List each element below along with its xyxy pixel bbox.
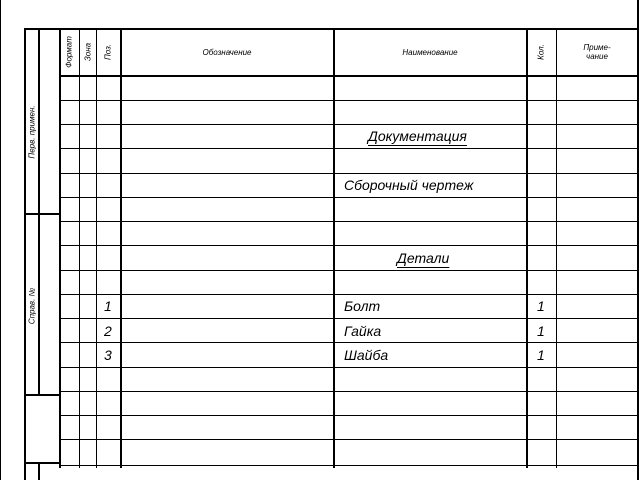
header-poz: Поз. xyxy=(103,43,113,61)
row-line xyxy=(59,367,638,368)
left-margin-line xyxy=(0,0,1,480)
item-qty: 1 xyxy=(537,323,545,339)
item-name: Шайба xyxy=(344,347,389,363)
col-line-primechanie xyxy=(556,28,557,468)
col-line-kol xyxy=(526,28,528,468)
header-bottom-line xyxy=(59,75,638,77)
col-line-format xyxy=(59,28,61,468)
side-label-sprav-no: Справ. № xyxy=(27,287,37,325)
header-kol: Кол. xyxy=(536,44,546,60)
item-name: Болт xyxy=(344,298,381,314)
item-qty: 1 xyxy=(537,298,545,314)
row-line xyxy=(59,148,638,149)
frame-top-border xyxy=(24,28,639,30)
row-line xyxy=(59,318,638,319)
side-label-perv-primen: Перв. примен. xyxy=(27,105,37,159)
item-name: Гайка xyxy=(344,323,382,339)
row-line xyxy=(59,173,638,174)
row-line xyxy=(59,415,638,416)
header-format: Формат xyxy=(64,36,74,68)
row-line xyxy=(59,391,638,392)
header-naimenovanie: Наименование xyxy=(402,48,458,57)
row-line xyxy=(59,124,638,125)
item-pos: 2 xyxy=(104,323,112,339)
row-line xyxy=(59,270,638,271)
bottom-block-line xyxy=(24,462,60,464)
col-line-naimenovanie xyxy=(333,28,335,468)
row-line xyxy=(59,245,638,246)
side-strip-separator-2 xyxy=(24,394,60,396)
row-line xyxy=(59,294,638,295)
row-line xyxy=(59,197,638,198)
side-strip-divider xyxy=(38,28,40,394)
header-oboznachenie: Обозначение xyxy=(202,48,252,57)
row-line xyxy=(59,342,638,343)
header-primechanie: Приме- чание xyxy=(583,43,611,61)
item-pos: 1 xyxy=(104,298,112,314)
frame-left-border xyxy=(24,28,26,480)
row-line xyxy=(59,221,638,222)
col-line-zona xyxy=(79,28,80,468)
frame-right-border xyxy=(637,0,639,480)
row-line xyxy=(59,100,638,101)
col-line-poz xyxy=(96,28,97,468)
item-pos: 3 xyxy=(104,347,112,363)
header-zona: Зона xyxy=(83,42,93,62)
section-assembly-drawing: Сборочный чертеж xyxy=(344,177,474,193)
section-documentation: Документация xyxy=(368,128,467,144)
bottom-edge-line xyxy=(60,465,638,466)
col-line-oboznachenie xyxy=(120,28,122,468)
bottom-block-divider xyxy=(38,462,40,480)
section-parts: Детали xyxy=(397,250,450,266)
item-qty: 1 xyxy=(537,347,545,363)
row-line xyxy=(59,439,638,440)
side-strip-separator-1 xyxy=(24,213,60,215)
